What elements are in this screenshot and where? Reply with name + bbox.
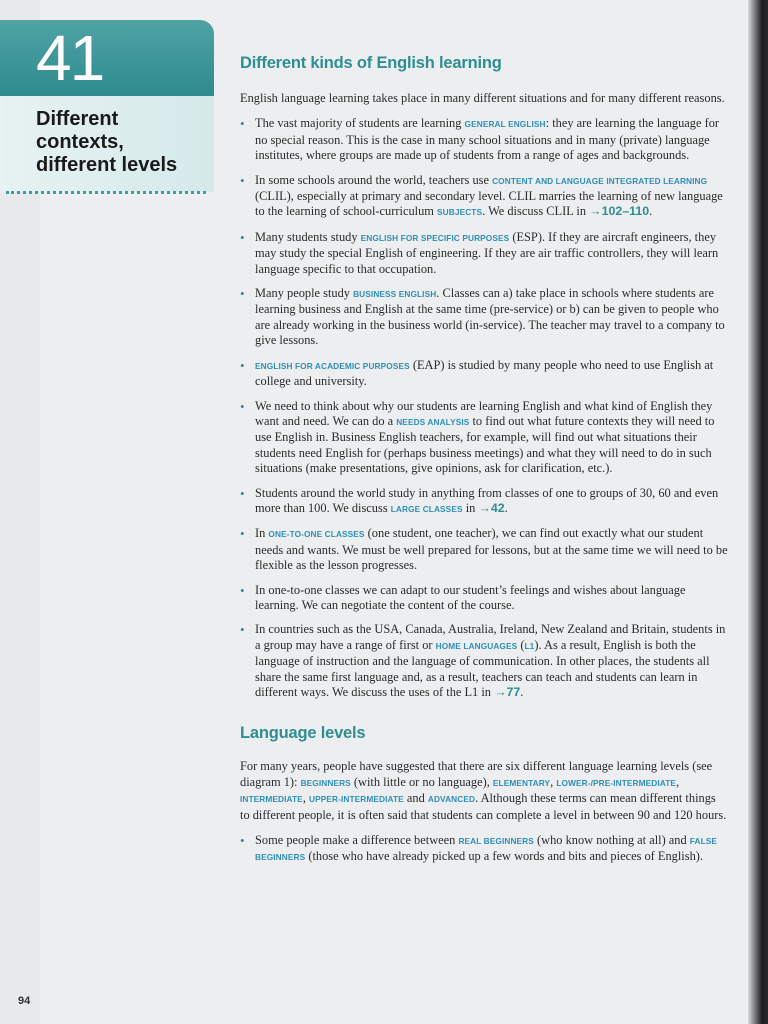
section-intro-kinds: English language learning takes place in many different situations and for many different reasons. — [240, 91, 725, 105]
text-run: and — [403, 791, 428, 806]
text-run: . — [504, 500, 508, 515]
text-run: . We discuss CLIL in — [482, 204, 590, 219]
text-run: (with little or no language), — [350, 774, 493, 789]
bullet-item — [240, 833, 728, 866]
keyword-term: INTERMEDIATE — [240, 794, 303, 805]
keyword-term: ONE-TO-ONE CLASSES — [268, 529, 365, 540]
section-heading-kinds: Different kinds of English learning — [240, 54, 502, 72]
text-run: (ESP). If they are aircraft engineers, they may study the special English of engineering. If they are air traffic controllers, they will learn language specific to that occupation. — [255, 229, 719, 276]
text-run: ( — [517, 637, 525, 652]
text-run: : they are learning the language for no special reason. This is the case in many school situations and in many (private) language institutes, where groups are made up of students from a range of ages and backgrounds. — [255, 116, 720, 163]
bullet-item — [240, 230, 728, 277]
keyword-term: HOME LANGUAGES — [435, 640, 518, 651]
bullet-item — [240, 486, 728, 518]
keyword-term: ENGLISH FOR SPECIFIC PURPOSES — [360, 232, 510, 243]
page-number: 94 — [18, 995, 31, 1007]
keyword-term: REAL BEGINNERS — [458, 836, 534, 847]
bullet-item — [240, 286, 728, 349]
text-run: Students around the world study in anything from classes of one to groups of 30, 60 and even more than 100. We discuss — [255, 485, 719, 515]
main-content — [240, 54, 728, 875]
text-run: , — [550, 774, 557, 789]
text-run: Some people make a difference between — [255, 833, 459, 848]
text-run: (EAP) is studied by many people who need to use English at college and university. — [255, 357, 714, 389]
keyword-term: ENGLISH FOR ACADEMIC PURPOSES — [255, 360, 410, 371]
keyword-term: UPPER-INTERMEDIATE — [309, 794, 404, 805]
text-run: , — [676, 774, 680, 789]
keyword-term: NEEDS ANALYSIS — [396, 416, 470, 427]
unit-title-line: different levels — [36, 154, 178, 176]
bullet-item — [240, 622, 728, 700]
bullet-item — [240, 358, 728, 390]
bullet-item — [240, 116, 728, 163]
text-run: (CLIL), especially at primary and secondary level. CLIL marries the learning of new language to the learning of school-curriculum — [255, 189, 723, 219]
section-intro-levels — [240, 759, 728, 823]
text-run: . — [649, 204, 653, 219]
text-run: in — [462, 500, 479, 515]
unit-title — [36, 108, 206, 177]
unit-title-line: Different — [36, 108, 119, 130]
bullet-item — [240, 526, 728, 573]
keyword-term: BUSINESS ENGLISH — [353, 289, 437, 300]
text-run: The vast majority of students are learning — [255, 116, 465, 131]
keyword-term: LARGE CLASSES — [390, 503, 463, 514]
keyword-term: SUBJECTS — [437, 207, 483, 218]
bullet-item — [240, 173, 728, 221]
text-run: Many students study — [255, 229, 361, 244]
text-run: In some schools around the world, teachers use — [255, 172, 493, 187]
bullet-item — [240, 583, 728, 614]
section-heading-levels: Language levels — [240, 724, 366, 743]
text-run: In countries such as the USA, Canada, Australia, Ireland, New Zealand and Britain, students in a group may have a range of first or — [255, 622, 726, 652]
bullet-list-kinds — [240, 116, 728, 700]
cross-reference: →102–110 — [589, 204, 650, 219]
text-run: to find out what future contexts they will need to use English in. Business English teachers, for example, will find out what situations their students need English for (perhaps business meetings) and what they will need to do in such situations (make presentations, give opinions, ask for clarification, etc.). — [255, 413, 715, 476]
unit-number: 41 — [36, 22, 104, 94]
text-run: . Classes can a) take place in schools where students are learning business and English at the same time (pre-service) or b) can be given to people who are already working in the business world (in-service). The teacher may travel to a company to give lessons. — [255, 286, 725, 348]
keyword-term: L1 — [524, 640, 535, 651]
book-binding-shadow — [748, 0, 768, 1024]
keyword-term: BEGINNERS — [300, 777, 351, 788]
text-run: , — [302, 791, 310, 806]
keyword-term: CONTENT AND LANGUAGE INTEGRATED LEARNING — [492, 175, 708, 186]
text-run: For many years, people have suggested that there are six different language learning levels (see diagram 1): — [240, 759, 713, 789]
dotted-divider — [6, 191, 206, 194]
unit-title-line: contexts, — [36, 131, 124, 153]
keyword-term: GENERAL ENGLISH — [464, 119, 546, 130]
text-run: . Although these terms can mean different things to different people, it is often said that students can complete a level in between 90 and 120 hours. — [240, 791, 727, 822]
text-run: (one student, one teacher), we can find out exactly what our student needs and wants. We must be well prepared for lessons, but at the same time we will need to be flexible as the lesson progresses. — [255, 526, 728, 573]
keyword-term: FALSE BEGINNERS — [255, 836, 718, 863]
text-run: (who know nothing at all) and — [533, 833, 690, 848]
text-run: ). As a result, English is both the language of instruction and the language of communication. In other places, the students all share the same first language and, as a result, teachers can teach and students can learn in different ways. We discuss the uses of the L1 in — [255, 637, 710, 699]
bullet-item — [240, 399, 728, 477]
keyword-term: ADVANCED — [427, 794, 476, 805]
unit-number-tab — [0, 20, 214, 96]
bullet-list-levels — [240, 833, 728, 866]
text-run: We need to think about why our students are learning English and what kind of English they want and need. We can do a — [255, 398, 713, 428]
text-run: (those who have already picked up a few words and bits and pieces of English). — [305, 849, 703, 864]
text-run: Many people study — [255, 286, 354, 301]
keyword-term: ELEMENTARY — [492, 777, 551, 788]
text-run: In — [255, 526, 269, 541]
text-run: In one-to-one classes we can adapt to our student’s feelings and wishes about language learning. We can negotiate the content of the course. — [255, 582, 686, 612]
text-run: . — [520, 685, 524, 699]
cross-reference: →42 — [478, 500, 505, 515]
keyword-term: LOWER-/PRE-INTERMEDIATE — [556, 777, 677, 788]
cross-reference: →77 — [494, 685, 521, 699]
